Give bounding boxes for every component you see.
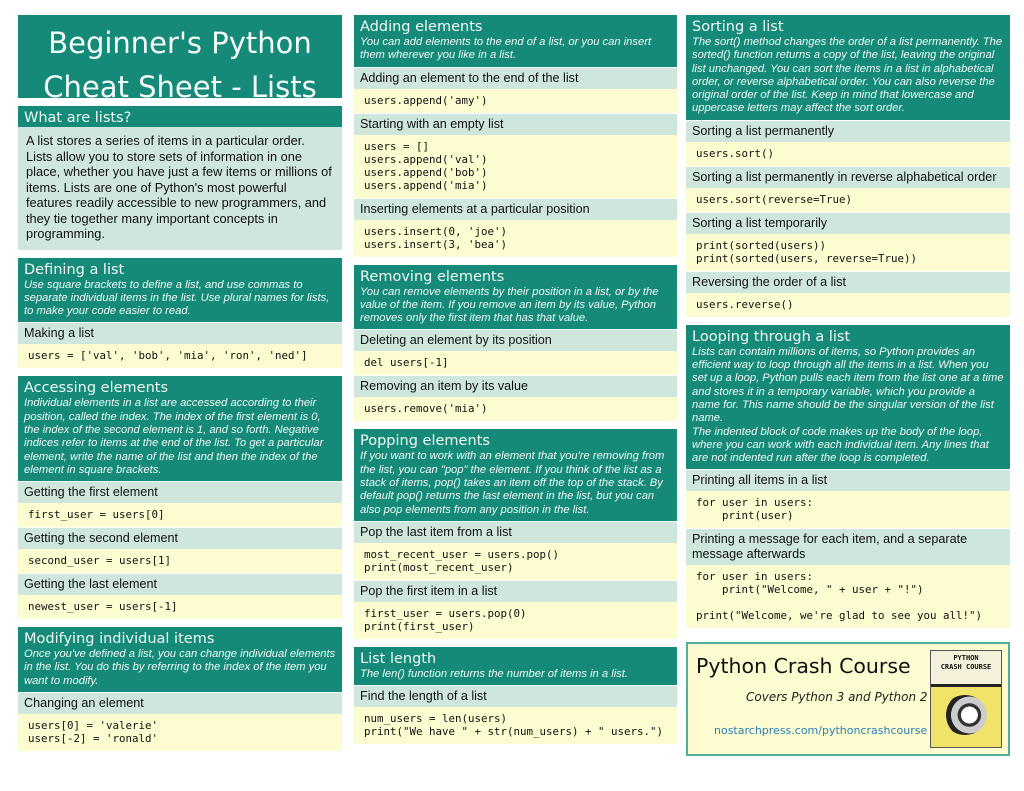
example-label: Printing a message for each item, and a separate message afterwards — [686, 528, 1010, 565]
book-ad — [686, 642, 1010, 756]
code-block: for user in users: print("Welcome, " + user + "!") print("Welcome, we're glad to see you all!") — [686, 565, 1010, 628]
section-heading: What are lists? — [18, 106, 342, 127]
code-block: users[0] = 'valerie' users[-2] = 'ronald' — [18, 714, 342, 751]
code-block: users.sort() — [686, 142, 1010, 166]
code-block: first_user = users[0] — [18, 503, 342, 527]
example-label: Starting with an empty list — [354, 113, 677, 135]
ad-title: Python Crash Course — [696, 654, 911, 679]
example-label: Pop the first item in a list — [354, 580, 677, 602]
section-description: If you want to work with an element that you're removing from the list, you can "pop" the element. If you think of the list as a stack of items, pop() takes an item off the top of the stack. By default pop() returns the last element in the list, but you can also pop elements from any position in the list. — [354, 450, 677, 520]
section-accessing-elements — [18, 376, 342, 619]
section-heading: Popping elements — [354, 429, 677, 450]
section-heading: Defining a list — [18, 258, 342, 279]
example-label: Getting the second element — [18, 527, 342, 549]
example-label: Find the length of a list — [354, 685, 677, 707]
example-label: Reversing the order of a list — [686, 271, 1010, 293]
section-description: Once you've defined a list, you can change individual elements in the list. You do this by referring to the index of the item you want to modify. — [18, 648, 342, 692]
section-what-are-lists — [18, 106, 342, 250]
code-block: users = ['val', 'bob', 'mia', 'ron', 'ned'] — [18, 344, 342, 368]
ad-subtitle: Covers Python 3 and Python 2 — [746, 690, 928, 705]
code-block: users.insert(0, 'joe') users.insert(3, 'bea') — [354, 220, 677, 257]
section-heading: Sorting a list — [686, 15, 1010, 36]
code-block: users.sort(reverse=True) — [686, 188, 1010, 212]
code-block: users.reverse() — [686, 293, 1010, 317]
code-block: print(sorted(users)) print(sorted(users, reverse=True)) — [686, 234, 1010, 271]
column-1 — [18, 15, 342, 751]
section-looping-through-a-list — [686, 325, 1010, 629]
section-description: Individual elements in a list are accessed according to their position, called the index. The index of the first element is 0, the index of the second element is 1, and so forth. Negative indices refer to items at the end of the list. To get a particular element, write the name of the list and then the index of the element in square brackets. — [18, 397, 342, 481]
code-block: for user in users: print(user) — [686, 491, 1010, 528]
page-title: Beginner's Python Cheat Sheet - Lists — [18, 15, 342, 98]
code-block: first_user = users.pop(0) print(first_user) — [354, 602, 677, 639]
example-label: Getting the last element — [18, 573, 342, 595]
book-cover-illustration — [943, 695, 987, 735]
code-block: users.append('amy') — [354, 89, 677, 113]
section-adding-elements — [354, 15, 677, 257]
section-sorting-a-list — [686, 15, 1010, 317]
example-label: Printing all items in a list — [686, 469, 1010, 491]
example-label: Getting the first element — [18, 481, 342, 503]
code-block: del users[-1] — [354, 351, 677, 375]
section-description: The len() function returns the number of items in a list. — [354, 668, 677, 685]
section-body: A list stores a series of items in a particular order. Lists allow you to store sets of information in one place, whether you have just a few items or millions of items. Lists are one of Python's most powerful features readily accessible to new programmers, and they tie together many important concepts in programming. — [18, 127, 342, 250]
code-block: most_recent_user = users.pop() print(most_recent_user) — [354, 543, 677, 580]
section-description: You can remove elements by their position in a list, or by the value of the item. If you remove an item by its value, Python removes only the first item that has that value. — [354, 286, 677, 330]
section-defining-a-list — [18, 258, 342, 369]
book-cover-image — [930, 650, 1002, 748]
example-label: Sorting a list temporarily — [686, 212, 1010, 234]
code-block: users = [] users.append('val') users.append('bob') users.append('mia') — [354, 135, 677, 198]
code-block: second_user = users[1] — [18, 549, 342, 573]
section-list-length — [354, 647, 677, 744]
example-label: Deleting an element by its position — [354, 329, 677, 351]
code-block: newest_user = users[-1] — [18, 595, 342, 619]
section-modifying-individual-items — [18, 627, 342, 751]
column-3 — [686, 15, 1010, 756]
example-label: Sorting a list permanently — [686, 120, 1010, 142]
ad-url-link[interactable]: nostarchpress.com/pythoncrashcourse — [714, 724, 928, 738]
section-removing-elements — [354, 265, 677, 422]
example-label: Sorting a list permanently in reverse alphabetical order — [686, 166, 1010, 188]
section-heading: Adding elements — [354, 15, 677, 36]
example-label: Pop the last item from a list — [354, 521, 677, 543]
example-label: Changing an element — [18, 692, 342, 714]
section-description: Use square brackets to define a list, and use commas to separate individual items in the list. Use plural names for lists, to make your code easier to read. — [18, 279, 342, 323]
example-label: Adding an element to the end of the list — [354, 67, 677, 89]
example-label: Inserting elements at a particular position — [354, 198, 677, 220]
column-2 — [354, 15, 677, 744]
section-heading: Removing elements — [354, 265, 677, 286]
section-heading: Looping through a list — [686, 325, 1010, 346]
example-label: Making a list — [18, 322, 342, 344]
code-block: num_users = len(users) print("We have " + str(num_users) + " users.") — [354, 707, 677, 744]
code-block: users.remove('mia') — [354, 397, 677, 421]
book-cover-title: PYTHON CRASH COURSE — [931, 651, 1001, 687]
section-heading: Modifying individual items — [18, 627, 342, 648]
section-description: You can add elements to the end of a list, or you can insert them wherever you like in a list. — [354, 36, 677, 67]
section-heading: Accessing elements — [18, 376, 342, 397]
section-heading: List length — [354, 647, 677, 668]
section-description: The sort() method changes the order of a list permanently. The sorted() function returns a copy of the list, leaving the original list unchanged. You can sort the items in a list in alphabetical order, or reverse alphabetical order. You can also reverse the original order of the list. Keep in mind that lowercase and uppercase letters may affect the sort order. — [686, 36, 1010, 120]
section-popping-elements — [354, 429, 677, 638]
section-description: Lists can contain millions of items, so Python provides an efficient way to loop through all the items in a list. When you set up a loop, Python pulls each item from the list one at a time and stores it in a temporary variable, which you provide a name for. This name should be the singular version of the list name. The indented block of code makes up the body of the loop, where you can work with each individual item. Any lines that are not indented run after the loop is completed. — [686, 346, 1010, 470]
example-label: Removing an item by its value — [354, 375, 677, 397]
